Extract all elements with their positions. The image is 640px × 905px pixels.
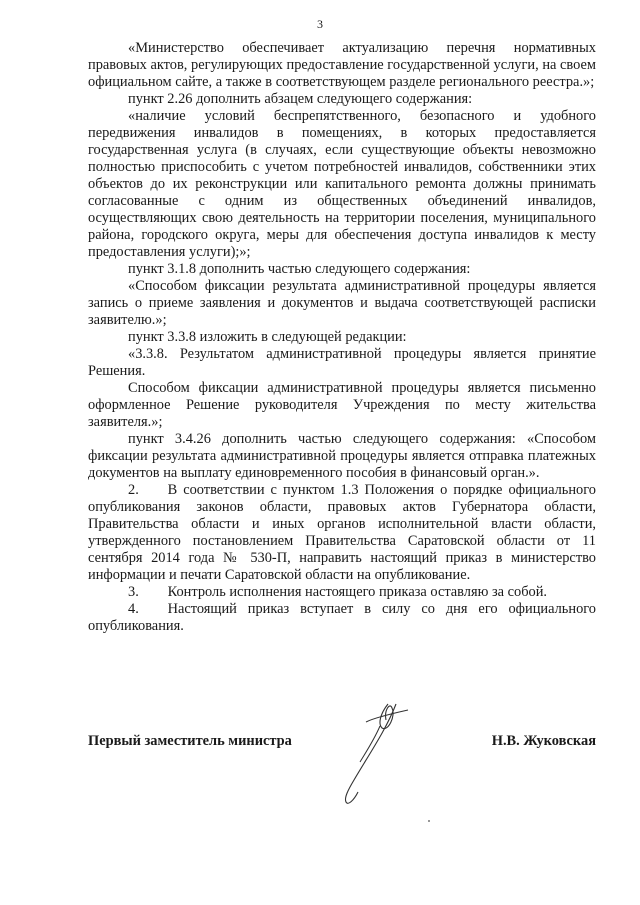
signer-name: Н.В. Жуковская xyxy=(491,733,596,749)
paragraph-item-3-control: 3. Контроль исполнения настоящего приказа оставляю за собой. xyxy=(128,584,548,600)
paragraph-result-decision: «3.3.8. Результатом административной процедуры является принятие Решения. xyxy=(88,346,596,379)
paragraph-ministry-updates: «Министерство обеспечивает актуализацию перечня нормативных правовых актов, регулирующих предоставление государственной услуги, на своем официальном сайте, а также в соответствующем разделе регионального реестра.»; xyxy=(88,40,596,90)
paragraph-clause-3-4-26: пункт 3.4.26 дополнить частью следующего содержания: «Способом фиксации результата административной процедуры является отправка платежных документов на выплату единовременного пособия в финансовый орган.». xyxy=(88,431,596,481)
signer-position: Первый заместитель министра xyxy=(88,733,292,749)
paragraph-item-4-effect: 4. Настоящий приказ вступает в силу со дня его официального опубликования. xyxy=(88,601,596,634)
paragraph-clause-3-1-8: пункт 3.1.8 дополнить частью следующего содержания: xyxy=(128,261,471,277)
paragraph-clause-3-3-8: пункт 3.3.8 изложить в следующей редакции: xyxy=(128,329,407,345)
paragraph-fixation-record: «Способом фиксации результата административной процедуры является запись о приеме заявления и документов и выдача соответствующей расписки заявителю.»; xyxy=(88,278,596,328)
paragraph-clause-2-26: пункт 2.26 дополнить абзацем следующего содержания: xyxy=(128,91,473,107)
paragraph-accessibility: «наличие условий беспрепятственного, безопасного и удобного передвижения инвалидов в помещениях, в которых предоставляется государственная услуга (в случаях, если существующие объекты невозможно полностью приспособить с учетом потребностей инвалидов, собственники этих объектов до их реконструкции или капитального ремонта должны принимать согласованные с одним из общественных объединений инвалидов, осуществляющих свою деятельность на территории поселения, муниципального района, городского округа, меры для обеспечения доступа инвалидов к месту предоставления услуги);»; xyxy=(88,108,596,260)
document-body xyxy=(88,40,596,635)
handwritten-signature xyxy=(330,690,420,810)
page-number: 3 xyxy=(317,17,323,31)
scan-speck xyxy=(428,820,430,822)
paragraph-item-2-publication: 2. В соответствии с пунктом 1.3 Положения о порядке официального опубликования законов области, правовых актов Губернатора области, Правительства области и иных органов исполнительной власти области, утвержденного постановлением Правительства Саратовской области от 11 сентября 2014 года № 530-П, направить настоящий приказ в министерство информации и печати Саратовской области на опубликование. xyxy=(88,482,596,583)
paragraph-fixation-decision: Способом фиксации административной процедуры является письменно оформленное Решение руководителя Учреждения по месту жительства заявителя.»; xyxy=(88,380,596,430)
